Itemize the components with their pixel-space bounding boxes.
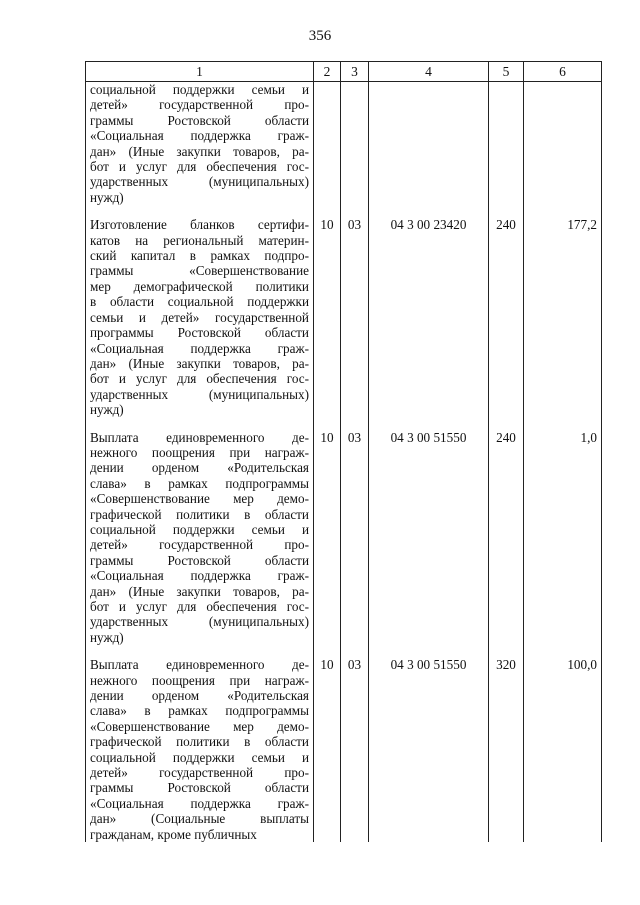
description-line: слава» в рамках подпрограммы [90,475,309,491]
spacer-cell [524,418,602,430]
spacer-cell [341,205,369,217]
spacer-cell [369,418,489,430]
section-code: 10 [314,430,341,646]
target-article-code: 04 3 00 23420 [369,217,489,417]
expense-type-code: 240 [489,430,524,646]
expense-type-code [489,82,524,206]
expense-type-code: 320 [489,657,524,842]
budget-table [85,61,602,842]
description-line: Выплата единовременного де- [90,657,309,673]
description-line: ударственных (муниципальных) [90,174,309,190]
description-line: «Социальная поддержка граж- [90,340,309,356]
description-line: графической политики в области [90,506,309,522]
subsection-code: 03 [341,657,369,842]
description-line: дении орденом «Родительская [90,460,309,476]
description-line: дан» (Иные закупки товаров, ра- [90,143,309,159]
spacer-cell [314,418,341,430]
spacer-cell [489,205,524,217]
description-line: социальной поддержки семьи и [90,521,309,537]
row-description [86,657,314,842]
row-description [86,82,314,206]
row-description [86,217,314,417]
target-article-code: 04 3 00 51550 [369,657,489,842]
description-line: ударственных (муниципальных) [90,386,309,402]
description-line: графической политики в области [90,734,309,750]
spacer-cell [86,205,314,217]
header-col-1: 1 [86,62,314,82]
description-line: нежного поощрения при награж- [90,672,309,688]
spacer-cell [489,645,524,657]
spacer-cell [524,205,602,217]
row-spacer [86,418,602,430]
spacer-cell [341,645,369,657]
table-header-row [86,62,602,82]
amount-value: 177,2 [524,217,602,417]
spacer-cell [524,645,602,657]
description-line: «Социальная поддержка граж- [90,568,309,584]
description-line: семьи и детей» государственной [90,309,309,325]
description-line: нежного поощрения при награж- [90,444,309,460]
description-line: «Социальная поддержка граж- [90,128,309,144]
description-line: граммы Ростовской области [90,112,309,128]
description-line: нужд) [90,189,124,205]
description-line: детей» государственной про- [90,537,309,553]
header-col-5: 5 [489,62,524,82]
table-row [86,430,602,646]
description-line: слава» в рамках подпрограммы [90,703,309,719]
header-col-3: 3 [341,62,369,82]
description-line: социальной поддержки семьи и [90,82,309,97]
description-line: программы Ростовской области [90,325,309,341]
description-line: граммы Ростовской области [90,552,309,568]
description-line: бот и услуг для обеспечения гос- [90,159,309,175]
spacer-cell [86,418,314,430]
description-line: в области социальной поддержки [90,294,309,310]
spacer-cell [369,645,489,657]
expense-type-code: 240 [489,217,524,417]
section-code [314,82,341,206]
spacer-cell [489,418,524,430]
description-line: «Совершенствование мер демо- [90,718,309,734]
subsection-code: 03 [341,217,369,417]
row-spacer [86,645,602,657]
description-line: дан» (Иные закупки товаров, ра- [90,355,309,371]
subsection-code: 03 [341,430,369,646]
table-row [86,217,602,417]
description-line: «Социальная поддержка граж- [90,795,309,811]
header-col-2: 2 [314,62,341,82]
subsection-code [341,82,369,206]
description-line: социальной поддержки семьи и [90,749,309,765]
section-code: 10 [314,657,341,842]
description-line: гражданам, кроме публичных [90,826,257,842]
table-row [86,82,602,206]
spacer-cell [314,645,341,657]
header-col-6: 6 [524,62,602,82]
amount-value [524,82,602,206]
target-article-code: 04 3 00 51550 [369,430,489,646]
description-line: катов на региональный материн- [90,232,309,248]
description-line: Изготовление бланков сертифи- [90,217,309,233]
spacer-cell [341,418,369,430]
description-line: нужд) [90,629,124,645]
table-row [86,657,602,842]
description-line: дан» (Иные закупки товаров, ра- [90,583,309,599]
amount-value: 100,0 [524,657,602,842]
row-description [86,430,314,646]
description-line: бот и услуг для обеспечения гос- [90,371,309,387]
amount-value: 1,0 [524,430,602,646]
description-line: детей» государственной про- [90,765,309,781]
row-spacer [86,205,602,217]
page-number: 356 [308,28,332,44]
spacer-cell [314,205,341,217]
description-line: граммы «Совершенствование [90,263,309,279]
description-line: дан» (Социальные выплаты [90,811,309,827]
description-line: дении орденом «Родительская [90,688,309,704]
description-line: граммы Ростовской области [90,780,309,796]
description-line: ский капитал в рамках подпро- [90,248,309,264]
description-line: «Совершенствование мер демо- [90,491,309,507]
spacer-cell [86,645,314,657]
header-col-4: 4 [369,62,489,82]
table-body [86,82,602,843]
description-line: нужд) [90,402,124,418]
description-line: Выплата единовременного де- [90,429,309,445]
section-code: 10 [314,217,341,417]
description-line: мер демографической политики [90,278,309,294]
description-line: бот и услуг для обеспечения гос- [90,599,309,614]
target-article-code [369,82,489,206]
spacer-cell [369,205,489,217]
description-line: ударственных (муниципальных) [90,614,309,630]
description-line: детей» государственной про- [90,97,309,113]
